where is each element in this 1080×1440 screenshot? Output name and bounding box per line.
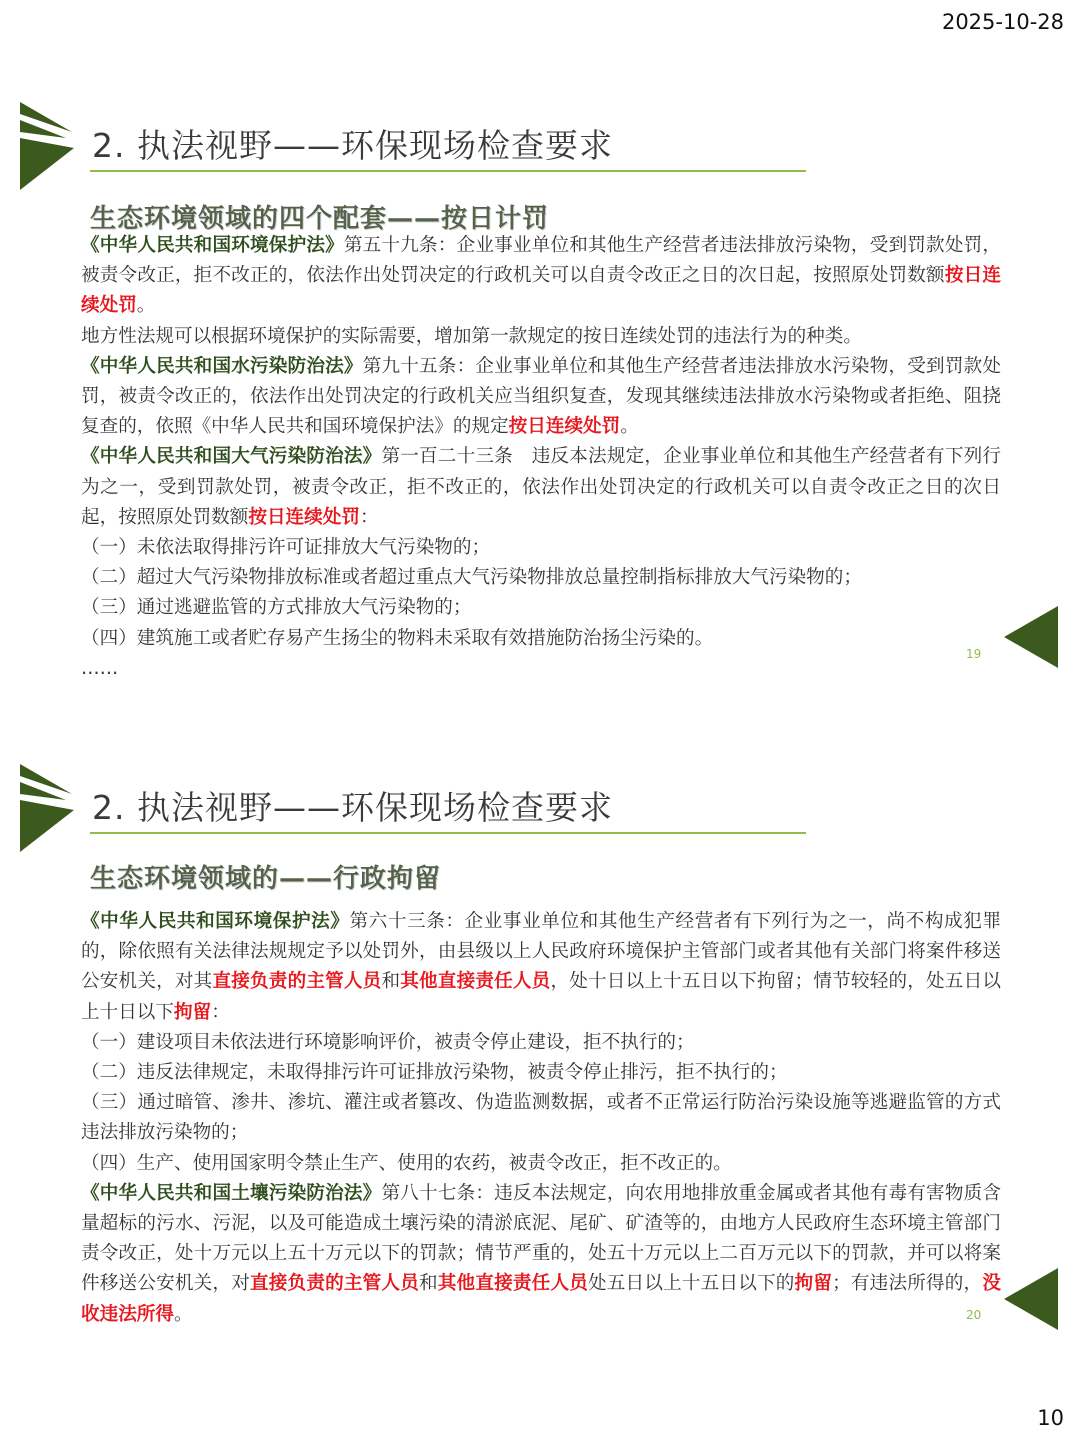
list-item: （二）违反法律规定，未取得排污许可证排放污染物，被责令停止排污，拒不执行的；: [81, 1062, 788, 1084]
highlight-text: 拘留: [173, 1001, 212, 1023]
ellipsis: ……: [81, 657, 119, 679]
paragraph-end: 。: [136, 295, 156, 317]
highlight-text: 拘留: [794, 1273, 833, 1295]
law-name: 《中华人民共和国环境保护法》: [81, 911, 350, 932]
highlight-text: 其他直接责任人员: [437, 1273, 588, 1295]
paragraph-text: 第一百二十三条 违反本法规定，企业事业单位和其他生产经营者有下列行为之一，受到罚款处罚，被责令改正，拒不改正的，依法作出处罚决定的行政机关可以自责令改正之日的次日起，按照原处罚数额: [81, 446, 1001, 528]
triangle-left-icon: [1004, 1268, 1060, 1330]
list-item: （四）建筑施工或者贮存易产生扬尘的物料未采取有效措施防治扬尘污染的。: [81, 627, 714, 649]
paragraph-env-law-63: [81, 907, 1001, 1028]
page-date: 2025-10-28: [941, 10, 1064, 34]
highlight-text: 没收违法所得: [81, 1273, 1001, 1325]
paragraph-text: 第九十五条：企业事业单位和其他生产经营者违法排放水污染物，受到罚款处罚，被责令改正的，依法作出处罚决定的行政机关应当组织复查，发现其继续违法排放水污染物或者拒绝、阻挠复查的，依照《中华人民共和国环境保护法》的规定: [81, 355, 1001, 438]
law-name: 《中华人民共和国土壤污染防治法》: [81, 1182, 382, 1204]
law-name: 《中华人民共和国水污染防治法》: [81, 355, 363, 377]
paragraph-text: ，处十日以上十五日以下拘留；情节较轻的，处五日以上十日以下: [81, 971, 1001, 1023]
highlight-text: 按日连续处罚: [81, 265, 1001, 317]
paragraph-end: 。: [173, 1303, 193, 1325]
list-item: （一）未依法取得排污许可证排放大气污染物的；: [81, 537, 491, 559]
paragraph-water-law-95: [81, 352, 1001, 443]
title-divider: [90, 170, 806, 172]
law-name: 《中华人民共和国环境保护法》: [81, 235, 344, 256]
paragraph-text: 第六十三条：企业事业单位和其他生产经营者有下列行为之一，尚不构成犯罪的，除依照有关法律法规规定予以处罚外，由县级以上人民政府环境保护主管部门或者其他有关部门将案件移送公安机关，对其: [81, 911, 1001, 993]
slide-subtitle: 生态环境领域的——行政拘留: [90, 864, 442, 894]
list-item: （一）建设项目未依法进行环境影响评价，被责令停止建设，拒不执行的；: [81, 1031, 695, 1053]
slide-body: [81, 231, 1001, 684]
highlight-text: 按日连续处罚: [508, 416, 621, 438]
highlight-text: 其他直接责任人员: [400, 971, 551, 993]
chevron-logo-icon: [20, 102, 76, 192]
list-item: （三）通过逃避监管的方式排放大气污染物的；: [81, 597, 472, 619]
list-item: （四）生产、使用国家明令禁止生产、使用的农药，被责令改正，拒不改正的。: [81, 1152, 732, 1174]
paragraph-env-law-59: [81, 231, 1001, 322]
paragraph-air-law-123: [81, 442, 1001, 533]
slide-body: [81, 907, 1001, 1330]
paragraph-end: 。: [620, 416, 639, 438]
list-item: （二）超过大气污染物排放标准或者超过重点大气污染物排放总量控制指标排放大气污染物的；: [81, 567, 862, 589]
slide-title: 2. 执法视野——环保现场检查要求: [92, 126, 613, 165]
slide-number: 19: [966, 647, 982, 661]
title-divider: [90, 832, 806, 834]
page-number: 10: [1037, 1406, 1064, 1430]
list-item: （三）通过暗管、渗井、渗坑、灌注或者篡改、伪造监测数据，或者不正常运行防治污染设施等逃避监管的方式违法排放污染物的；: [81, 1092, 1001, 1144]
paragraph-text: 处五日以上十五日以下的: [588, 1273, 795, 1295]
paragraph-end: ：: [211, 1001, 230, 1023]
paragraph-text: 第八十七条：违反本法规定，向农用地排放重金属或者其他有毒有害物质含量超标的污水、污泥，以及可能造成土壤污染的清淤底泥、尾矿、矿渣等的，由地方人民政府生态环境主管部门责令改正，处十万元以上五十万元以下的罚款；情节严重的，处五十万元以上二百万元以下的罚款，并可以将案件移送公安机关，对: [81, 1182, 1001, 1295]
conjunction: 和: [419, 1273, 438, 1295]
slide-20: [0, 762, 1080, 1342]
slide-title: 2. 执法视野——环保现场检查要求: [92, 788, 613, 827]
highlight-text: 直接负责的主管人员: [250, 1273, 419, 1295]
slide-subtitle: 生态环境领域的四个配套——按日计罚: [90, 204, 550, 234]
chevron-logo-icon: [20, 764, 76, 854]
highlight-text: 直接负责的主管人员: [212, 971, 382, 993]
triangle-left-icon: [1004, 606, 1060, 668]
law-name: 《中华人民共和国大气污染防治法》: [81, 446, 382, 468]
paragraph-text: ；有违法所得的，: [832, 1273, 983, 1295]
slide-number: 20: [966, 1308, 982, 1322]
paragraph-text: 第五十九条：企业事业单位和其他生产经营者违法排放污染物，受到罚款处罚，被责令改正，拒不改正的，依法作出处罚决定的行政机关可以自责令改正之日的次日起，按照原处罚数额: [81, 235, 1001, 287]
paragraph-local-regulation: 地方性法规可以根据环境保护的实际需要，增加第一款规定的按日连续处罚的违法行为的种类。: [81, 325, 862, 347]
highlight-text: 按日连续处罚: [248, 506, 360, 528]
paragraph-soil-law-87: [81, 1179, 1001, 1330]
conjunction: 和: [381, 971, 401, 993]
slide-19: [0, 100, 1080, 700]
paragraph-end: ：: [359, 506, 379, 528]
